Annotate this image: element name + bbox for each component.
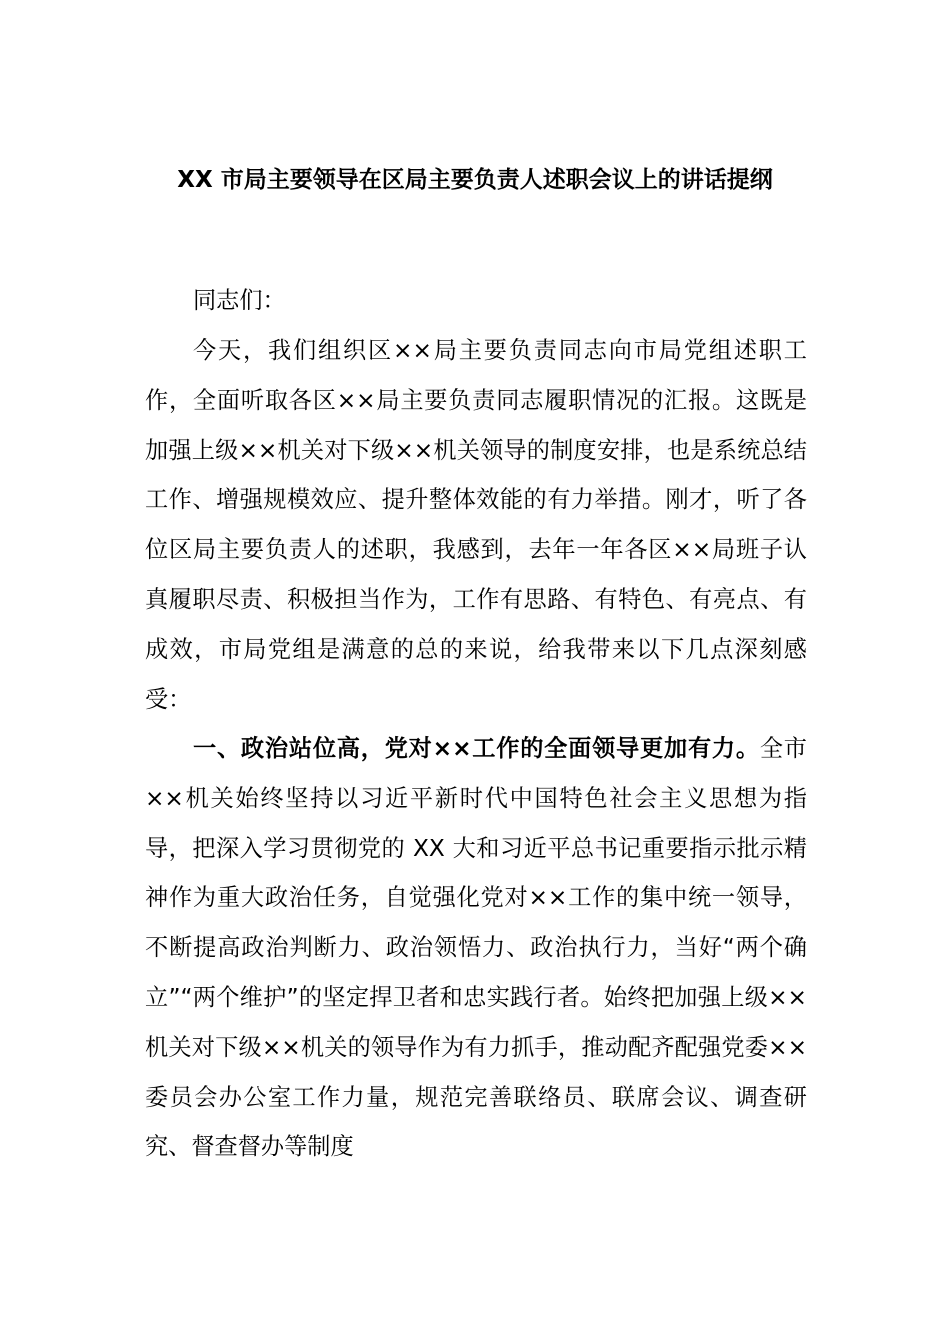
section-1-body: 全市××机关始终坚持以习近平新时代中国特色社会主义思想为指导，把深入学习贯彻党的 XX 大和习近平总书记重要指示批示精神作为重大政治任务，自觉强化党对××工作的集中统一领导，不断提高政治判断力、政治领悟力、政治执行力，当好“两个确立”“两个维护”的坚定捍卫者和忠实践行者。始终把加强上级××机关对下级××机关的领导作为有力抓手，推动配齐配强党委××委员会办公室工作力量，规范完善联络员、联席会议、调查研究、督查督办等制度	[145, 735, 807, 1161]
opening-paragraph: 今天，我们组织区××局主要负责同志向市局党组述职工作，全面听取各区××局主要负责同志履职情况的汇报。这既是加强上级××机关对下级××机关领导的制度安排，也是系统总结工作、增强规模效应、提升整体效能的有力举措。刚才，听了各位区局主要负责人的述职，我感到，去年一年各区××局班子认真履职尽责、积极担当作为，工作有思路、有特色、有亮点、有成效，市局党组是满意的总的来说，给我带来以下几点深刻感受：	[145, 337, 807, 713]
salutation: 同志们：	[193, 287, 286, 314]
section-1-heading: 一、政治站位高，党对××工作的全面领导更加有力。	[193, 735, 760, 762]
document-title: XX 市局主要领导在区局主要负责人述职会议上的讲话提纲	[177, 167, 773, 193]
section-1-paragraph	[145, 724, 807, 1172]
